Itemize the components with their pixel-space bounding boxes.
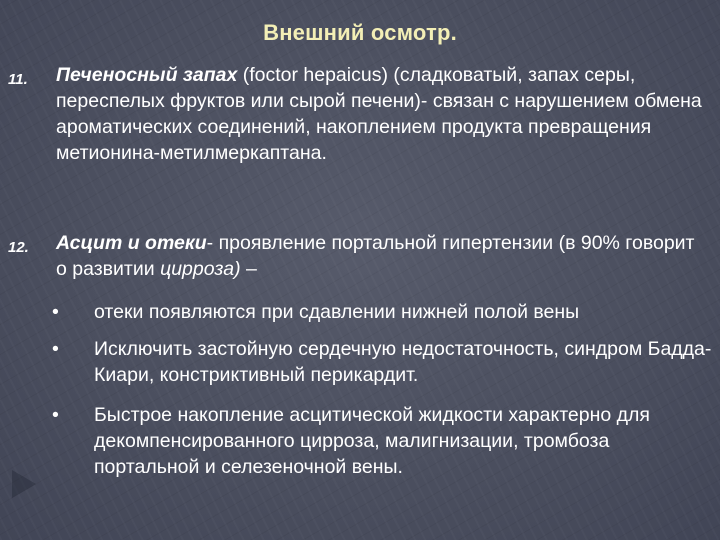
decorative-arrow-icon — [12, 470, 36, 498]
list-item-12 — [8, 230, 708, 282]
bullet-text: отеки появляются при сдавлении нижней полой вены — [94, 301, 580, 323]
bullet-item — [52, 336, 712, 388]
term-hepatic-odor: Печеносный запах — [56, 64, 238, 86]
term-ascites: Асцит и отеки — [56, 232, 207, 254]
bullet-text: Быстрое накопление асцитической жидкости характерно для декомпенсированного цирроза, малигнизации, тромбоза портальной и селезеночной вены. — [94, 404, 650, 478]
bullet-text: Исключить застойную сердечную недостаточность, синдром Бадда-Киари, констриктивный перикардит. — [94, 338, 712, 386]
hepatic-odor-description: (foctor hepaicus) (сладковатый, запах серы, переспелых фруктов или сырой печени)- связан с нарушением обмена ароматических соединений, накоплением продукта превращения метионина-метилмеркаптана. — [56, 64, 702, 164]
slide-title: Внешний осмотр. — [263, 20, 457, 45]
ascites-description-end: – — [240, 258, 257, 280]
bullet-icon: • — [52, 404, 59, 426]
list-number: 11. — [8, 71, 28, 88]
bullet-icon: • — [52, 301, 59, 323]
ascites-description: - проявление портальной гипертензии (в 90% говорит о развитии — [56, 232, 695, 280]
list-item-11 — [8, 62, 708, 166]
bullet-icon: • — [52, 338, 59, 360]
cirrhosis-term: цирроза) — [160, 258, 241, 280]
list-item-text — [56, 230, 708, 282]
list-number: 12. — [8, 239, 29, 256]
list-item-text — [56, 62, 708, 166]
bullet-item — [52, 299, 712, 325]
bullet-item — [52, 402, 712, 480]
